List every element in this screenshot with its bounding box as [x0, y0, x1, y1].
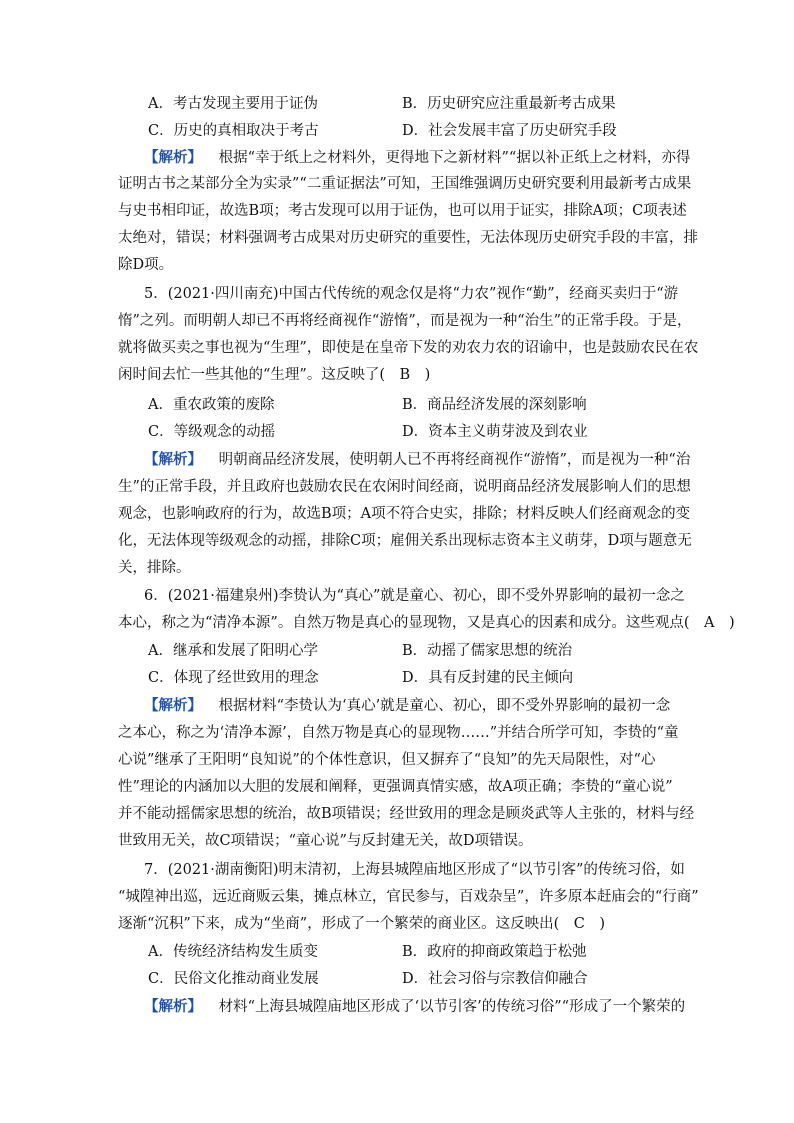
q6-option-b: B．动摇了儒家思想的统治	[402, 643, 573, 659]
q5-stem-line-2: 惰”之列。而明朝人却已不再将经商视作“游惰”，而是视为一种“治生”的正常手段。于是，	[118, 313, 692, 329]
q6-option-c: C．体现了经世致用的理念	[148, 670, 319, 686]
q7-analysis-text: 材料“上海县城隍庙地区形成了‘以节引客’的传统习俗”“形成了一个繁荣的	[218, 999, 686, 1015]
q5-option-c: C．等级观念的动摇	[148, 424, 276, 440]
q5-analysis-line-1	[144, 450, 690, 470]
q7-stem-line-3: 逐渐“沉积”下来，成为“坐商”，形成了一个繁荣的商业区。这反映出( C )	[118, 916, 606, 932]
q7-stem-line-2: “城隍神出巡，远近商贩云集，摊点林立，官民参与，百戏杂呈”，许多原本赶庙会的“行商”	[118, 889, 699, 905]
q5-option-a: A．重农政策的废除	[148, 397, 275, 413]
q6-stem-line-1: 6．(2021·福建泉州)李贽认为“真心”就是童心、初心，即不受外界影响的最初一念之	[144, 588, 685, 604]
q4-analysis-tag: 【解析】	[144, 150, 202, 166]
q4-analysis-line-4: 太绝对，错误；材料强调考古成果对历史研究的重要性，无法体现历史研究手段的丰富，排	[118, 230, 698, 246]
q5-analysis-tag: 【解析】	[144, 452, 202, 468]
q5-analysis-text: 明朝商品经济发展，使明朝人已不再将经商视作“游惰”，而是视为一种“治	[218, 452, 691, 468]
q4-option-a: A．考古发现主要用于证伪	[148, 96, 318, 112]
q5-option-b: B．商品经济发展的深刻影响	[402, 397, 587, 413]
q5-option-d: D．资本主义萌芽波及到农业	[402, 424, 588, 440]
q6-analysis-line-6: 世致用无关，故C项错误；“童心说”与反封建无关，故D项错误。	[118, 833, 533, 849]
q6-analysis-line-1	[144, 696, 670, 716]
q5-analysis-line-3: 观念，也影响政府的行为，故选B项；A项不符合史实，排除；材料反映人们经商观念的变	[118, 506, 691, 522]
q4-option-c: C．历史的真相取决于考古	[148, 123, 319, 139]
q5-stem-line-1: 5．(2021·四川南充)中国古代传统的观念仅是将“力农”视作“勤”，经商买卖归于“游	[144, 286, 679, 302]
q7-option-a: A．传统经济结构发生质变	[148, 944, 318, 960]
q7-analysis-tag: 【解析】	[144, 999, 202, 1015]
q4-option-d: D．社会发展丰富了历史研究手段	[402, 123, 617, 139]
q4-analysis-line-1	[144, 148, 690, 168]
q5-analysis-line-2: 生”的正常手段，并且政府也鼓励农民在农闲时间经商，说明商品经济发展影响人们的思想	[118, 479, 691, 495]
q6-analysis-tag: 【解析】	[144, 698, 202, 714]
q6-option-d: D．具有反封建的民主倾向	[402, 670, 574, 686]
q7-option-c: C．民俗文化推动商业发展	[148, 971, 319, 987]
q4-analysis-text: 根据“幸于纸上之材料外，更得地下之新材料”“据以补正纸上之材料，亦得	[218, 150, 691, 166]
q6-analysis-line-3: 心说”继承了王阳明“良知说”的个体性意识，但又摒弃了“良知”的先天局限性，对“心	[118, 752, 656, 768]
q6-analysis-line-5: 并不能动摇儒家思想的统治，故B项错误；经世致用的理念是顾炎武等人主张的，材料与经	[118, 806, 695, 822]
q6-analysis-text: 根据材料“李贽认为‘真心’就是童心、初心，即不受外界影响的最初一念	[218, 698, 671, 714]
q7-option-d: D．社会习俗与宗教信仰融合	[402, 971, 588, 987]
q6-option-a: A．继承和发展了阳明心学	[148, 643, 318, 659]
q6-stem-line-2: 本心，称之为“清净本源”。自然万物是真心的显现物，又是真心的因素和成分。这些观点( A )	[118, 615, 735, 631]
q7-stem-line-1: 7．(2021·湖南衡阳)明末清初，上海县城隍庙地区形成了“以节引客”的传统习俗，如	[144, 862, 685, 878]
q4-analysis-line-5: 除D项。	[118, 257, 174, 273]
q6-analysis-line-2: 之本心，称之为‘清净本源’，自然万物是真心的显现物……”并结合所学可知，李贽的“童	[118, 725, 679, 741]
q5-analysis-line-4: 化，无法体现等级观念的动摇，排除C项；雇佣关系出现标志资本主义萌芽，D项与题意无	[118, 533, 692, 549]
q6-analysis-line-4: 性”理论的内涵加以大胆的发展和阐释，更强调真情实感，故A项正确；李贽的“童心说”	[118, 779, 673, 795]
q4-analysis-line-2: 证明古书之某部分全为实录”“二重证据法”可知，王国维强调历史研究要利用最新考古成果	[118, 176, 692, 192]
q7-option-b: B．政府的抑商政策趋于松弛	[402, 944, 587, 960]
q5-stem-line-4: 闲时间去忙一些其他的“生理”。这反映了( B )	[118, 367, 431, 383]
q7-analysis-line-1	[144, 997, 685, 1017]
q4-analysis-line-3: 与史书相印证，故选B项；考古发现可以用于证伪，也可以用于证实，排除A项；C项表述	[118, 203, 687, 219]
q4-option-b: B．历史研究应注重最新考古成果	[402, 96, 616, 112]
q5-stem-line-3: 就将做买卖之事也视为“生理”，即使是在皇帝下发的劝农力农的诏谕中，也是鼓励农民在农	[118, 340, 699, 356]
q5-analysis-line-5: 关，排除。	[118, 560, 191, 576]
